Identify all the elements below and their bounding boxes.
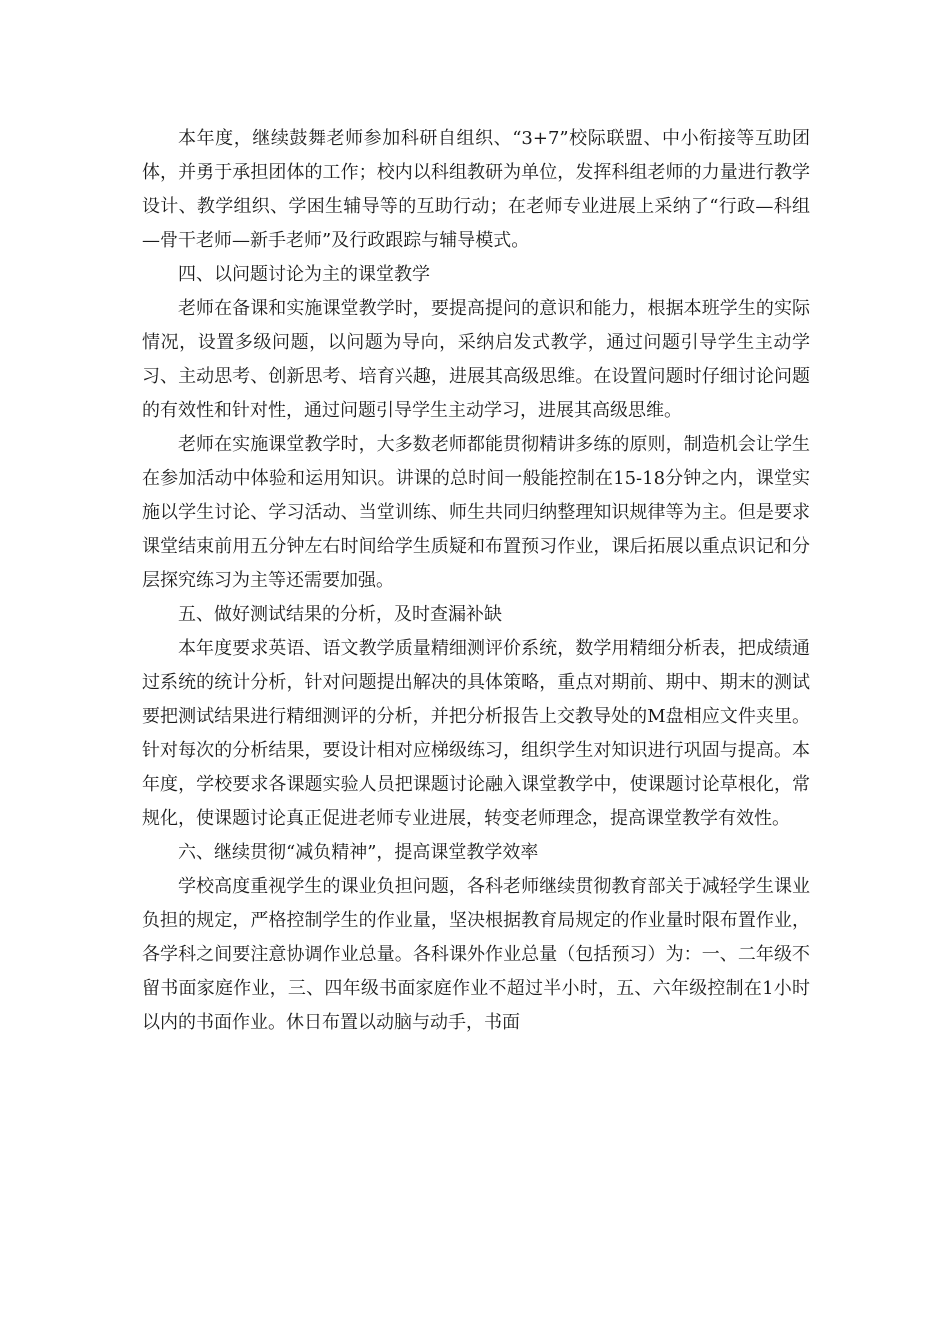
document-body: [142, 122, 810, 1040]
paragraph-classroom-practice: 老师在实施课堂教学时，大多数老师都能贯彻精讲多练的原则，制造机会让学生在参加活动中体验和运用知识。讲课的总时间一般能控制在15-18分钟之内，课堂实施以学生讨论、学习活动、当堂训练、师生共同归纳整理知识规律等为主。但是要求课堂结束前用五分钟左右时间给学生质疑和布置预习作业，课后拓展以重点识记和分层探究练习为主等还需要加强。: [142, 434, 810, 591]
paragraph-question-teaching: 老师在备课和实施课堂教学时，要提高提问的意识和能力，根据本班学生的实际情况，设置多级问题，以问题为导向，采纳启发式教学，通过问题引导学生主动学习、主动思考、创新思考、培育兴趣，进展其高级思维。在设置问题时仔细讨论问题的有效性和针对性，通过问题引导学生主动学习，进展其高级思维。: [142, 298, 810, 421]
paragraph-reduce-burden: 学校高度重视学生的课业负担问题，各科老师继续贯彻教育部关于减轻学生课业负担的规定，严格控制学生的作业量，坚决根据教育局规定的作业量时限布置作业，各学科之间要注意协调作业总量。各科课外作业总量（包括预习）为：一、二年级不留书面家庭作业，三、四年级书面家庭作业不超过半小时，五、六年级控制在1小时以内的书面作业。休日布置以动脑与动手，书面: [142, 876, 810, 1033]
heading-section-6: 六、继续贯彻“减负精神”，提高课堂教学效率: [178, 842, 539, 863]
paragraph-test-analysis: 本年度要求英语、语文教学质量精细测评价系统，数学用精细分析表，把成绩通过系统的统计分析，针对问题提出解决的具体策略，重点对期前、期中、期末的测试要把测试结果进行精细测评的分析，并把分析报告上交教导处的M盘相应文件夹里。针对每次的分析结果，要设计相对应梯级练习，组织学生对知识进行巩固与提高。本年度，学校要求各课题实验人员把课题讨论融入课堂教学中，使课题讨论草根化，常规化，使课题讨论真正促进老师专业进展，转变老师理念，提高课堂教学有效性。: [142, 638, 810, 829]
heading-section-4: 四、以问题讨论为主的课堂教学: [178, 264, 430, 285]
heading-section-5: 五、做好测试结果的分析，及时查漏补缺: [178, 604, 502, 625]
paragraph-team-collaboration: 本年度，继续鼓舞老师参加科研自组织、“3+7”校际联盟、中小衔接等互助团体，并勇于承担团体的工作；校内以科组教研为单位，发挥科组老师的力量进行教学设计、教学组织、学困生辅导等的互助行动；在老师专业进展上采纳了“行政—科组—骨干老师—新手老师”及行政跟踪与辅导模式。: [142, 128, 810, 251]
